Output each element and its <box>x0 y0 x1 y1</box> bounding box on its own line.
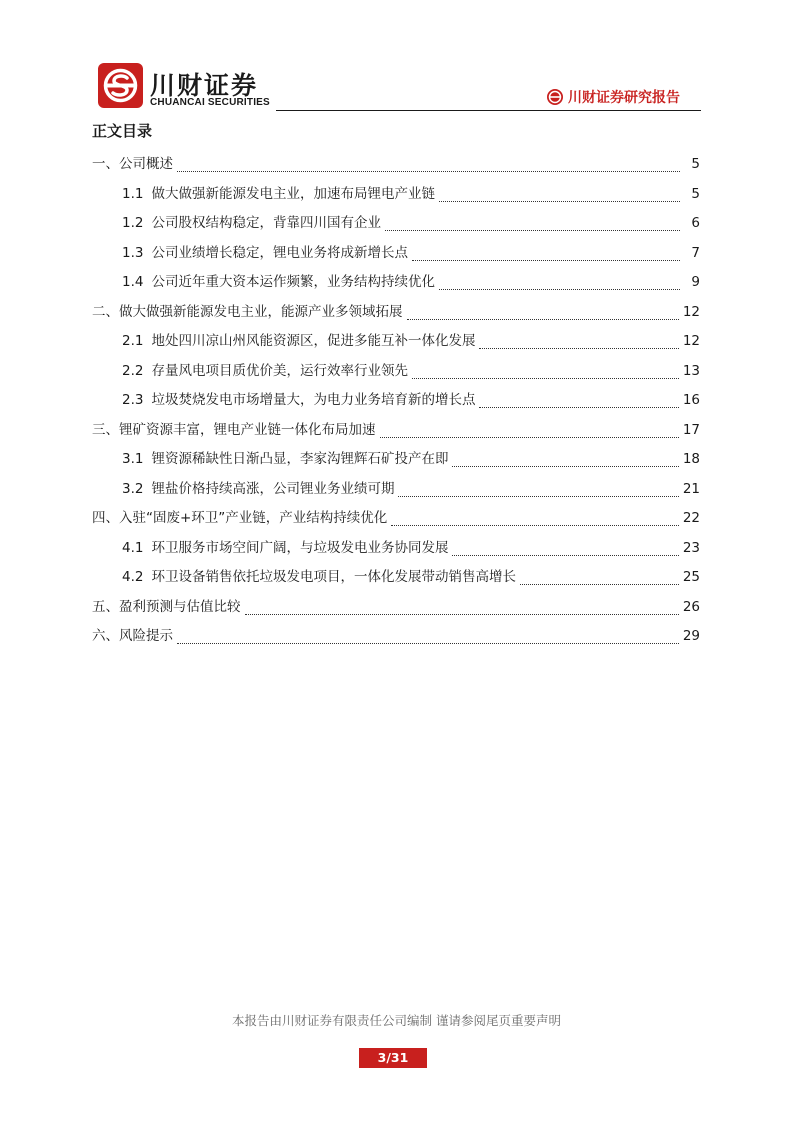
toc-entry-number: 2.3 <box>122 392 144 408</box>
chuancai-logo-icon <box>98 63 143 108</box>
toc-leader-dots <box>452 466 678 467</box>
toc-leader-dots <box>520 584 679 585</box>
table-of-contents <box>92 150 700 652</box>
toc-entry[interactable] <box>92 298 700 328</box>
toc-entry-page: 29 <box>682 628 700 644</box>
toc-leader-dots <box>177 171 680 172</box>
toc-entry-text: 做大做强新能源发电主业，加速布局锂电产业链 <box>151 185 435 202</box>
toc-entry-text: 锂盐价格持续高涨，公司锂业务业绩可期 <box>151 480 395 497</box>
toc-leader-dots <box>452 555 678 556</box>
toc-entry-number: 1.1 <box>122 185 144 202</box>
toc-entry-text: 公司业绩增长稳定，锂电业务将成新增长点 <box>151 244 408 261</box>
toc-entry[interactable] <box>92 416 700 446</box>
toc-leader-dots <box>407 319 679 320</box>
report-tag-text: 川财证券研究报告 <box>568 90 680 106</box>
toc-entry-page: 13 <box>682 362 700 379</box>
toc-entry[interactable] <box>92 327 700 357</box>
toc-entry-text: 存量风电项目质优价美，运行效率行业领先 <box>151 362 408 379</box>
toc-entry-page: 9 <box>691 274 700 290</box>
toc-leader-dots <box>177 643 679 644</box>
toc-leader-dots <box>439 201 680 202</box>
toc-entry-page: 21 <box>682 480 700 497</box>
toc-leader-dots <box>479 407 678 408</box>
toc-entry-number: 1.4 <box>122 274 144 290</box>
toc-entry[interactable] <box>92 209 700 239</box>
toc-entry-number: 2.1 <box>122 333 144 349</box>
toc-entry-number: 3.1 <box>122 451 144 467</box>
report-tag <box>546 87 680 107</box>
toc-entry-text: 垃圾焚烧发电市场增量大，为电力业务培育新的增长点 <box>151 392 476 408</box>
toc-entry-page: 5 <box>691 185 700 202</box>
toc-entry[interactable] <box>92 475 700 505</box>
toc-entry-number: 4.1 <box>122 539 144 556</box>
toc-entry-page: 7 <box>691 244 700 261</box>
toc-title: 正文目录 <box>92 122 153 140</box>
toc-entry-page: 12 <box>682 303 700 320</box>
toc-entry-number: 1.2 <box>122 215 144 231</box>
toc-entry-text: 锂资源稀缺性日渐凸显，李家沟锂辉石矿投产在即 <box>151 451 449 467</box>
toc-entry-page: 22 <box>682 510 700 526</box>
toc-entry[interactable] <box>92 268 700 298</box>
brand-name-en: CHUANCAI SECURITIES <box>150 97 270 108</box>
toc-leader-dots <box>385 230 680 231</box>
header-divider <box>276 110 701 111</box>
toc-entry[interactable] <box>92 504 700 534</box>
toc-leader-dots <box>479 348 678 349</box>
toc-entry[interactable] <box>92 622 700 652</box>
toc-entry[interactable] <box>92 150 700 180</box>
toc-entry-text: 二、做大做强新能源发电主业，能源产业多领域拓展 <box>92 303 403 320</box>
toc-entry-page: 18 <box>682 451 700 467</box>
toc-entry[interactable] <box>92 239 700 269</box>
toc-entry[interactable] <box>92 180 700 210</box>
brand-name-cn: 川财证券 <box>150 71 259 100</box>
toc-entry-text: 公司股权结构稳定，背靠四川国有企业 <box>151 215 381 231</box>
toc-entry-number: 3.2 <box>122 480 144 497</box>
toc-entry-text: 三、锂矿资源丰富，锂电产业链一体化布局加速 <box>92 421 376 438</box>
toc-leader-dots <box>398 496 678 497</box>
toc-entry-page: 12 <box>682 333 700 349</box>
toc-leader-dots <box>391 525 679 526</box>
toc-entry-text: 五、盈利预测与估值比较 <box>92 598 241 615</box>
toc-entry-text: 六、风险提示 <box>92 628 173 644</box>
toc-entry-page: 23 <box>682 539 700 556</box>
toc-entry-number: 2.2 <box>122 362 144 379</box>
toc-entry-page: 5 <box>691 156 700 172</box>
toc-entry-page: 16 <box>682 392 700 408</box>
toc-entry-text: 地处四川凉山州风能资源区，促进多能互补一体化发展 <box>151 333 476 349</box>
chuancai-small-logo-icon <box>546 88 564 106</box>
toc-entry-text: 环卫服务市场空间广阔，与垃圾发电业务协同发展 <box>151 539 449 556</box>
toc-entry-text: 四、入驻“固废+环卫”产业链，产业结构持续优化 <box>92 510 388 526</box>
footer-disclaimer: 本报告由川财证券有限责任公司编制 谨请参阅尾页重要声明 <box>232 1013 561 1028</box>
toc-entry-page: 17 <box>682 421 700 438</box>
toc-leader-dots <box>245 614 679 615</box>
toc-leader-dots <box>412 378 679 379</box>
toc-entry-number: 4.2 <box>122 569 144 585</box>
page-number-badge: 3/31 <box>359 1048 427 1068</box>
toc-leader-dots <box>439 289 680 290</box>
toc-entry-number: 1.3 <box>122 244 144 261</box>
toc-entry[interactable] <box>92 386 700 416</box>
toc-entry[interactable] <box>92 445 700 475</box>
toc-entry[interactable] <box>92 534 700 564</box>
toc-entry-text: 环卫设备销售依托垃圾发电项目，一体化发展带动销售高增长 <box>151 569 516 585</box>
toc-entry-text: 一、公司概述 <box>92 156 173 172</box>
toc-entry-text: 公司近年重大资本运作频繁，业务结构持续优化 <box>151 274 435 290</box>
page-header <box>0 0 793 120</box>
toc-entry-page: 25 <box>682 569 700 585</box>
toc-leader-dots <box>412 260 680 261</box>
toc-entry[interactable] <box>92 593 700 623</box>
toc-entry[interactable] <box>92 563 700 593</box>
toc-entry[interactable] <box>92 357 700 387</box>
toc-leader-dots <box>380 437 679 438</box>
toc-entry-page: 26 <box>682 598 700 615</box>
toc-entry-page: 6 <box>691 215 700 231</box>
